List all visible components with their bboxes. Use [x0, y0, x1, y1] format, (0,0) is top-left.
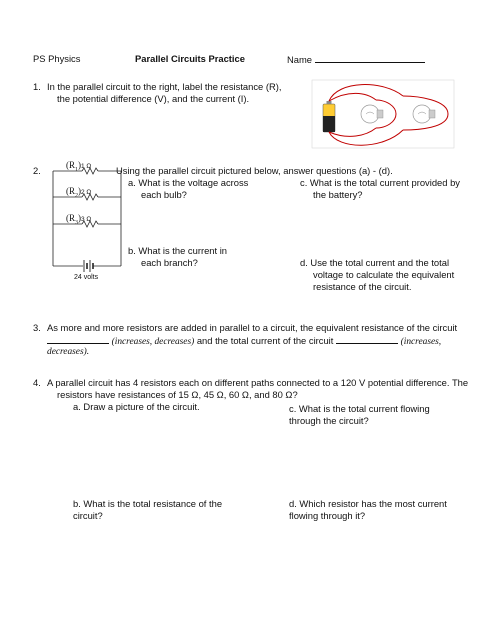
q2-circuit-schematic: [50, 165, 125, 275]
q3-blank-2[interactable]: [336, 334, 398, 344]
q3-line2: (increases, decreases) and the total current of the circuit (increases,: [47, 334, 441, 348]
battery-label: 24 volts: [74, 274, 99, 281]
q4a: a. Draw a picture of the circuit.: [73, 401, 200, 412]
q2c-line2: the battery?: [313, 189, 363, 200]
q4d-line1: d. Which resistor has the most current: [289, 498, 447, 509]
q1-line2: the potential difference (V), and the current (I).: [57, 93, 250, 104]
q4c-line2: through the circuit?: [289, 415, 369, 426]
resistor-r3-icon: [82, 221, 98, 227]
worksheet-title: Parallel Circuits Practice: [135, 53, 245, 64]
r1-label: $(R_1)1$ Ω: [66, 160, 92, 173]
q3-line3: decreases).: [47, 347, 90, 357]
battery-icon: [323, 101, 335, 132]
q2-intro: Using the parallel circuit pictured below, answer questions (a) - (d).: [116, 165, 393, 176]
q4-number: 4.: [33, 377, 41, 388]
q2d-line1: d. Use the total current and the total: [300, 257, 450, 268]
q2d-line3: resistance of the circuit.: [313, 281, 412, 292]
battery-symbol-icon: [84, 260, 93, 272]
q3-number: 3.: [33, 322, 41, 333]
r3-label: $(R_3)3$ Ω: [66, 213, 92, 226]
q3-blank-1[interactable]: [47, 334, 109, 344]
q4-line1: A parallel circuit has 4 resistors each on different paths connected to a 120 V potential difference. The: [47, 377, 469, 388]
q2d-line2: voltage to calculate the equivalent: [313, 269, 455, 280]
resistor-r1-icon: [82, 168, 98, 174]
name-blank[interactable]: [315, 53, 425, 63]
q4c-line1: c. What is the total current flowing: [289, 403, 430, 414]
r2-label: $(R_2)2$ Ω: [66, 186, 92, 199]
name-label: Name: [287, 53, 425, 66]
q4b-line1: b. What is the total resistance of the: [73, 498, 223, 509]
q2-number: 2.: [33, 165, 41, 176]
course-label: PS Physics: [33, 53, 81, 64]
q2c-line1: c. What is the total current provided by: [300, 177, 460, 188]
q1-line1: In the parallel circuit to the right, label the resistance (R),: [47, 81, 282, 92]
q2a-line2: each bulb?: [141, 189, 187, 200]
q1-number: 1.: [33, 81, 41, 92]
q4b-line2: circuit?: [73, 510, 103, 521]
q4-line2: resistors have resistances of 15 Ω, 45 Ω, 60 Ω, and 80 Ω?: [57, 389, 298, 400]
q2b-line1: b. What is the current in: [128, 245, 228, 256]
q3-line1: As more and more resistors are added in parallel to a circuit, the equivalent resistance of the circuit: [47, 322, 458, 333]
q2b-line2: each branch?: [141, 257, 198, 268]
q4d-line2: flowing through it?: [289, 510, 366, 521]
q1-circuit-illustration: [308, 78, 458, 150]
q2a-line1: a. What is the voltage across: [128, 177, 249, 188]
resistor-r2-icon: [82, 194, 98, 200]
